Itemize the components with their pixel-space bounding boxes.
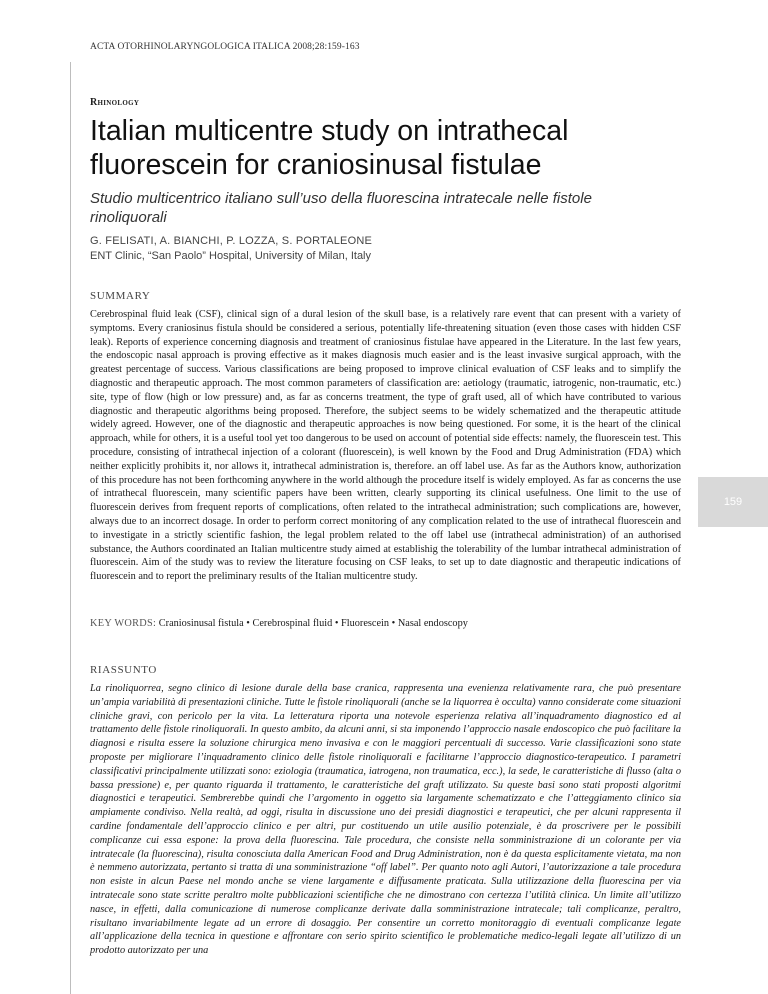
margin-rule [70,62,71,994]
summary-text: Cerebrospinal fluid leak (CSF), clinical sign of a dural lesion of the skull base, is a relatively rare event that can present with a variety of symptoms. Every craniosinus fistula should be considered a serious, potentially life-threatening situation (even those cases with hidden CSF leak). Reports of experience concerning diagnosis and treatment of craniosinus fistulae have appeared in the Literature. In the last few years, the endoscopic nasal approach is proving effective as it makes diagnosis much easier and is the least invasive surgical approach, with the greatest percentage of success. Various classifications are being proposed to improve clinical evaluation of CSF leaks and to simplify the diagnostic and therapeutic approach. The most common parameters of classification are: aetiology (traumatic, iatrogenic, non-traumatic, etc.) site, type of flow (high or low pressure) and, as far as concerns treatment, the type of graft used, all of which have contributed to various diagnostic and therapeutic algorithms being proposed. Therefore, the subject seems to be widely schematized and the therapeutic attitude widely agreed. However, one of the diagnostic and therapeutic approaches is now being questioned. For some, it is the heart of the clinical approach, while for others, it is a useful tool yet too dangerous to be used on account of potential side effects: namely, the fluorescein test. This procedure, consisting of intrathecal injection of a colorant (fluorescein), is well known by the Food and Drug Administration (FDA) which neither explicitly prohibits it, nor allows it, intrathecal administration is, therefore. an off label use. As far as the Authors know, authorization of this procedure has not been forthcoming anywhere in the world although the procedure itself is widely employed. As far as concerns the use of intrathecal fluorescein, many scientific papers have been written, clearly supporting its clinical usefulness. One limit to the use of fluorescein derives from frequent reports of complications, often related to the intrathecal administration; such complications are, however, always due to an incorrect dosage. In order to perform correct monitoring of any complication related to the use of intrathecal fluorescein and to investigate in a strictly scientific fashion, the legal problem related to the off label use (intrathecal administration) of an authorised substance, the Authors coordinated an Italian multicentre study aimed at establishig the tolerability of the lumbar intrathecal administration of fluorescein. Aim of the study was to review the literature focusing on CSF leaks, to set up to date diagnostic and therapeutic indications of fluorescein and to report the preliminary results of the Italian multicentre study. [90,309,681,583]
page-number: 159 [723,496,743,508]
summary-heading: SUMMARY [90,290,151,302]
keywords-text: Craniosinusal fistula • Cerebrospinal fluid • Fluorescein • Nasal endoscopy [158,618,468,629]
affiliation: ENT Clinic, “San Paolo” Hospital, University of Milan, Italy [90,250,372,262]
section-label: Rhinology [90,97,140,108]
riassunto-heading: RIASSUNTO [90,664,157,676]
article-subtitle: Studio multicentrico italiano sull’uso della fluorescina intratecale nelle fistole rinoliquorali [90,190,592,226]
article-title: Italian multicentre study on intrathecal fluorescein for craniosinusal fistulae [90,115,569,181]
authors: G. FELISATI, A. BIANCHI, P. LOZZA, S. PORTALEONE [90,235,373,247]
keywords-label: KEY WORDS: [90,618,157,629]
running-head: ACTA OTORHINOLARYNGOLOGICA ITALICA 2008;28:159-163 [90,42,360,52]
keywords [90,618,468,629]
page-number-tab [698,477,768,527]
riassunto-text: La rinoliquorrea, segno clinico di lesione durale della base cranica, rappresenta una evenienza relativamente rara, che può presentare un’ampia variabilità di presentazioni cliniche. Tutte le fistole rinoliquorali (anche se la liquorrea è occulta) vanno considerate come situazioni cliniche gravi, con pericolo per la vita. La letteratura riporta una notevole esperienza relativa all’inquadramento diagnostico ed al trattamento delle fistole rinoliquorali. In questo ambito, da alcuni anni, si sta imponendo l’approccio nasale endoscopico che può facilitare la diagnosi e risulta essere la soluzione chirurgica meno invasiva e con le maggiori percentuali di successo. Varie classificazioni sono state proposte per migliorare l’inquadramento clinico delle fistole rinoliquorali e facilitarne l’approccio diagnostico-terapeutico. I parametri classificativi principalmente utilizzati sono: eziologia (traumatica, iatrogena, non traumatica, ecc.), la sede, le caratteristiche di flusso (alta o bassa pressione) e, per quanto riguarda il trattamento, le caratteristiche del graft utilizzato. Su queste basi sono stati proposti algoritmi diagnostici e terapeutici. Sembrerebbe quindi che l’argomento in oggetto sia largamente schematizzato e che l’atteggiamento clinico sia ampiamente condiviso. Nella realtà, ad oggi, risulta in discussione uno dei presidi diagnostici e terapeutici, che per alcuni rappresenta il cardine fondamentale dell’approccio clinico e per altri, pur costituendo un utile ausilio potenziale, è da proscrivere per le possibili complicanze cui essa espone: la prova della fluorescina. Tale procedura, che consiste nella somministrazione di un colorante per via intratecale (la fluorescina), risulta conosciuta dalla American Food and Drug Administration, non è da questa esplicitamente vietata, ma non è nemmeno autorizzata, pertanto si tratta di una somministrazione “off label”. Per quanto noto agli Autori, l’autorizzazione a tale procedura non esiste in alcun Paese nel mondo anche se viene largamente e diffusamente praticata. Sulla utilizzazione della fluorescina per via intratecale sono state scritte peraltro molte pubblicazioni scientifiche che ne dimostrano con certezza l’utilità clinica. Un limite all’utilizzo nasce, in effetti, dalla comunicazione di numerose complicanze derivate dalla somministrazione intratecale; tali complicanze, peraltro, risultano invariabilmente legate ad un errore di dosaggio. Per consentire un corretto monitoraggio di eventuali complicanze legate all’applicazione della tecnica in questione e affrontare con serio spirito scientifico le problematiche medico-legali legate all’utilizzo di un prodotto autorizzato per una [90,683,681,957]
